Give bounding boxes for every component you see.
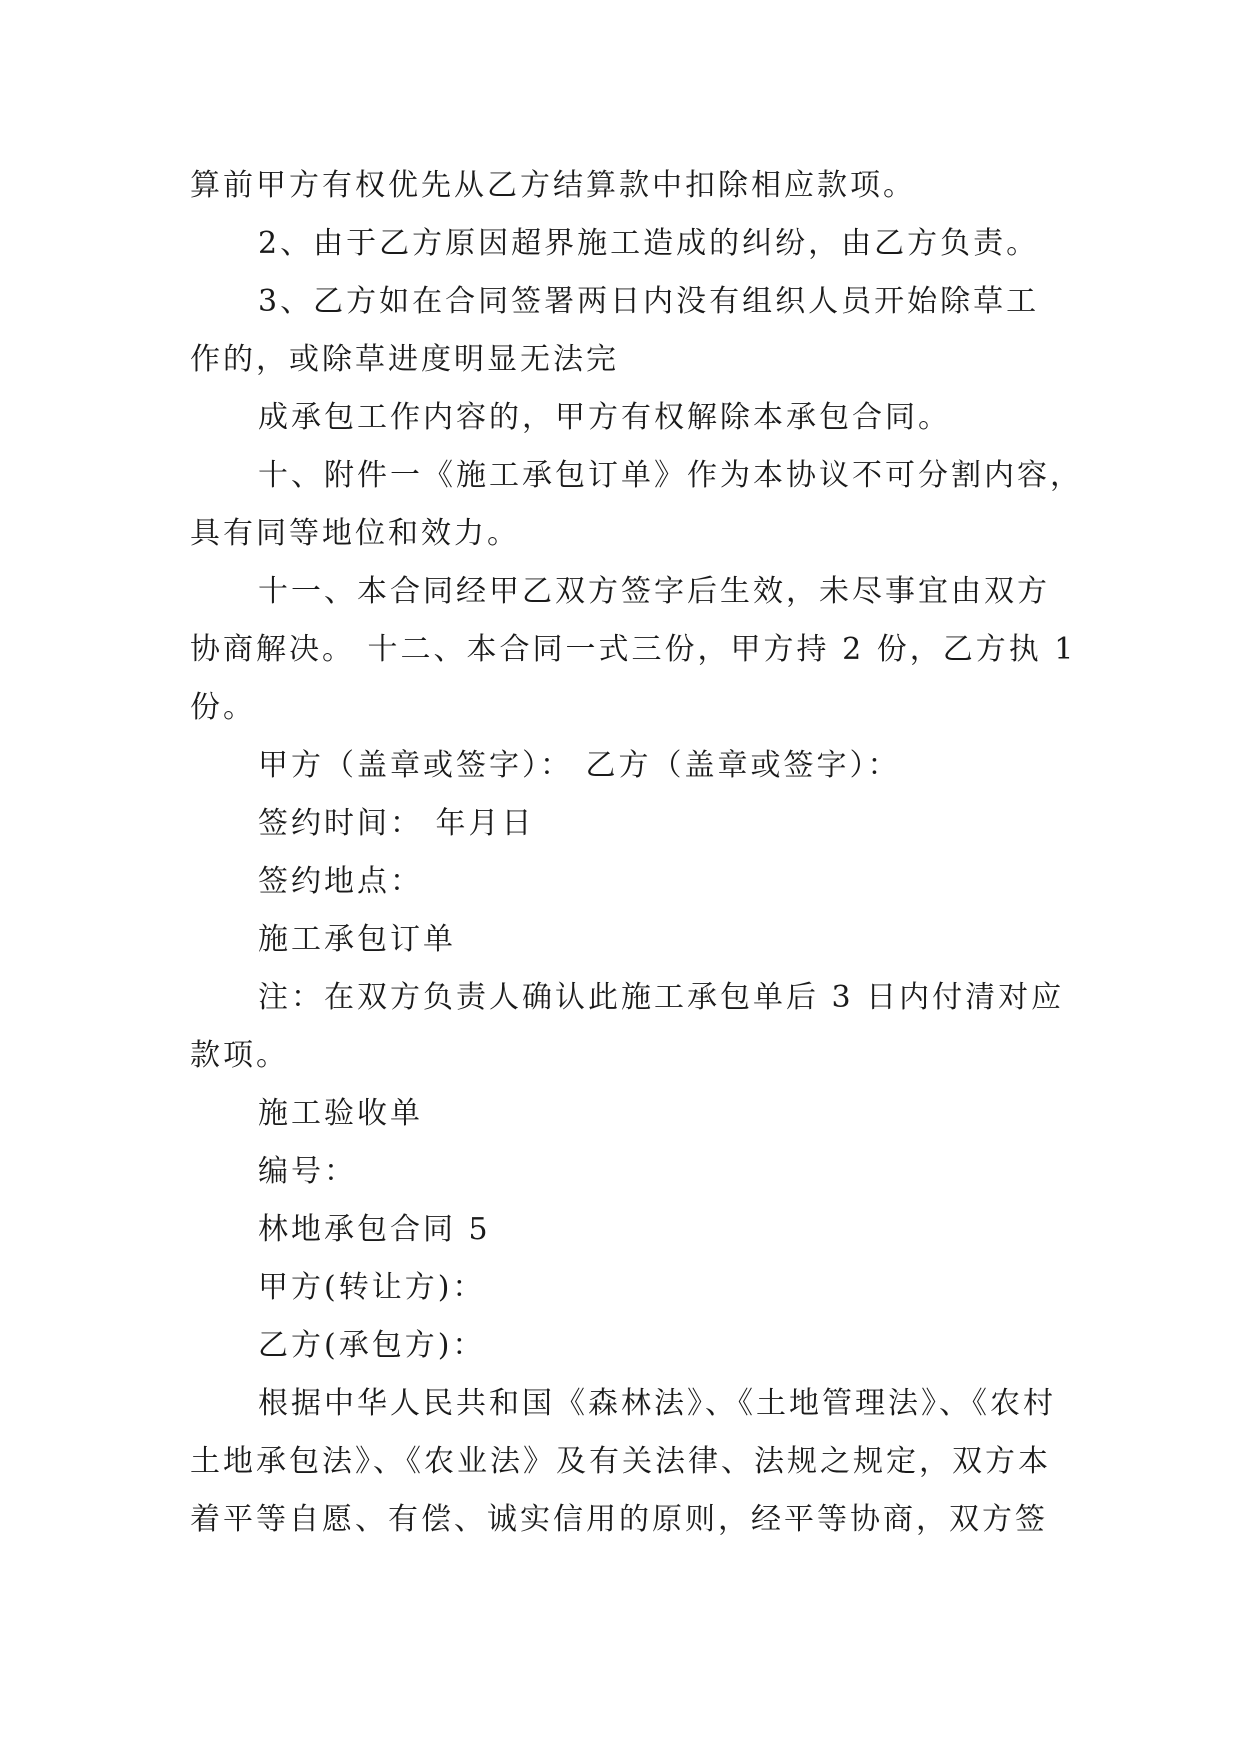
text-line: 着平等自愿、有偿、诚实信用的原则，经平等协商，双方签	[190, 1502, 1048, 1537]
party-b: 乙方(承包方)：	[258, 1328, 486, 1363]
number-field: 编号：	[258, 1154, 357, 1189]
signing-date: 签约时间： 年月日	[258, 806, 535, 841]
text-line: 协商解决。 十二、本合同一式三份，甲方持 2 份，乙方执 1	[190, 632, 1077, 667]
text-line: 份。	[190, 690, 256, 725]
party-a: 甲方(转让方)：	[258, 1270, 486, 1305]
signature-line: 甲方（盖章或签字）： 乙方（盖章或签字）：	[258, 748, 901, 783]
section-heading: 施工承包订单	[258, 922, 456, 957]
text-line: 具有同等地位和效力。	[190, 516, 520, 551]
text-line: 算前甲方有权优先从乙方结算款中扣除相应款项。	[190, 168, 916, 203]
text-line: 成承包工作内容的，甲方有权解除本承包合同。	[258, 400, 951, 435]
text-line: 款项。	[190, 1038, 289, 1073]
text-line: 根据中华人民共和国《森林法》、《土地管理法》、《农村	[258, 1386, 1056, 1421]
text-line: 注：在双方负责人确认此施工承包单后 3 日内付清对应	[258, 980, 1065, 1015]
text-line: 2、由于乙方原因超界施工造成的纠纷，由乙方负责。	[258, 226, 1040, 261]
section-heading: 施工验收单	[258, 1096, 423, 1131]
text-line: 土地承包法》、《农业法》及有关法律、法规之规定，双方本	[190, 1444, 1051, 1479]
contract-title: 林地承包合同 5	[258, 1212, 491, 1247]
text-line: 十一、本合同经甲乙双方签字后生效，未尽事宜由双方	[258, 574, 1050, 609]
text-line: 3、乙方如在合同签署两日内没有组织人员开始除草工	[258, 284, 1040, 319]
text-line: 作的，或除草进度明显无法完	[190, 342, 619, 377]
signing-location: 签约地点：	[258, 864, 423, 899]
text-line: 十、附件一《施工承包订单》作为本协议不可分割内容，	[258, 458, 1083, 493]
